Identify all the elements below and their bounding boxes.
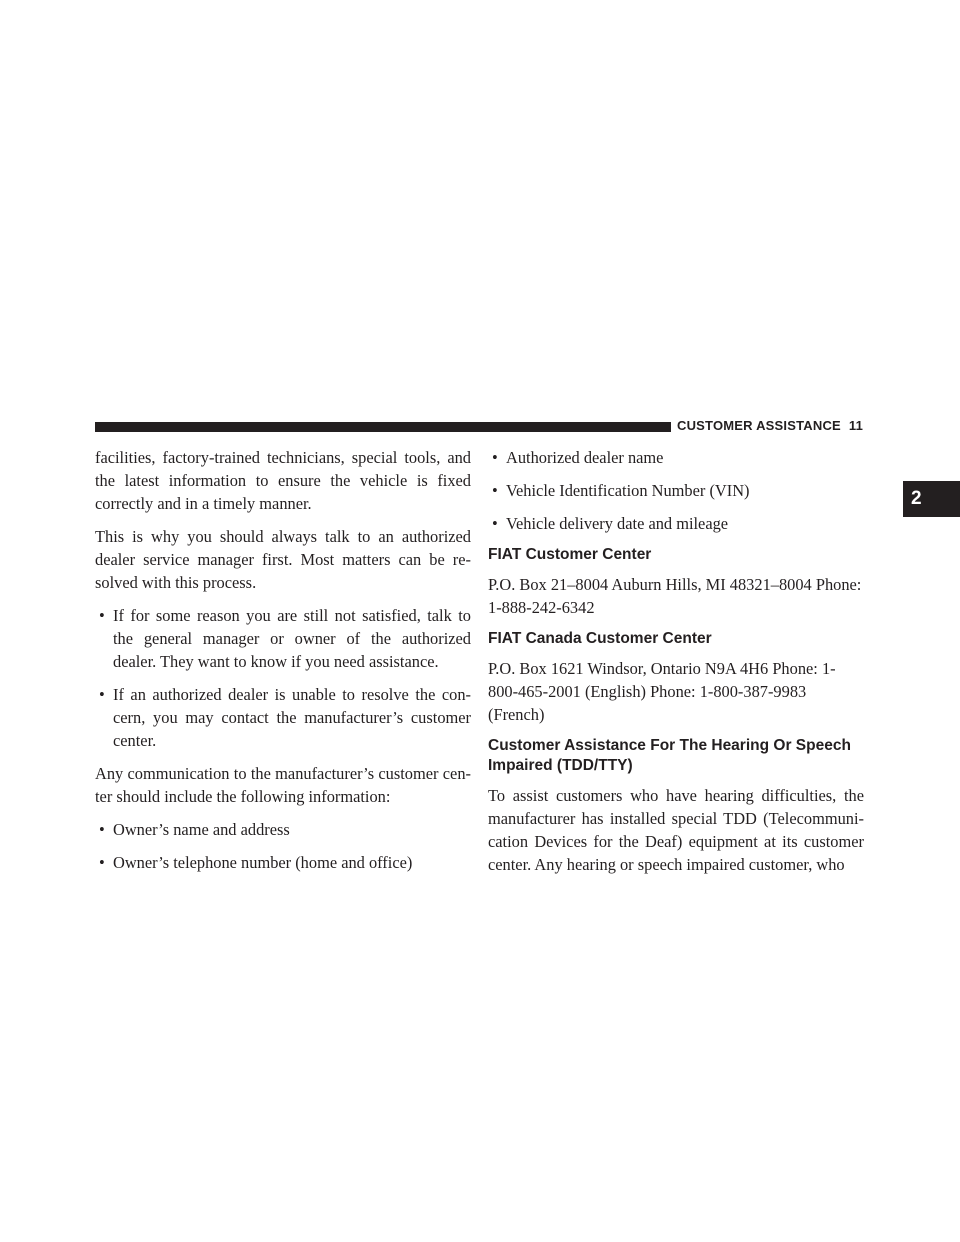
right-column [488, 446, 864, 886]
paragraph: facilities, factory-trained technicians, special tools, and the latest information to ensure the vehicle is fixed correctly and in a timely manner. [95, 448, 471, 513]
section-title: CUSTOMER ASSISTANCE [677, 418, 841, 433]
list-item: • Owner’s telephone number (home and office) [99, 853, 413, 872]
paragraph: P.O. Box 21–8004 Auburn Hills, MI 48321–8004 Phone: 1-888-242-6342 [488, 575, 862, 617]
bullet-icon: • [99, 685, 105, 704]
bullet-icon: • [99, 853, 105, 872]
list-item: • Authorized dealer name [492, 448, 664, 467]
bullet-list [488, 446, 864, 535]
section-heading: Customer Assistance For The Hearing Or Speech Impaired (TDD/TTY) [488, 737, 851, 774]
paragraph: To assist customers who have hearing difficulties, the manufacturer has installed special TDD (Telecommunication Devices for the Deaf) equipment at its customer center. Any hearing or speech impaired customer, who [488, 786, 864, 874]
bullet-icon: • [492, 514, 498, 533]
paragraph: Any communication to the manufacturer’s customer center should include the following information: [95, 764, 471, 806]
bullet-icon: • [492, 448, 498, 467]
paragraph: This is why you should always talk to an authorized dealer service manager first. Most matters can be resolved with this process. [95, 527, 471, 592]
section-heading: FIAT Canada Customer Center [488, 630, 712, 647]
list-item: • If an authorized dealer is unable to resolve the concern, you may contact the manufacturer’s customer center. [99, 685, 471, 750]
list-item: • Vehicle Identification Number (VIN) [492, 481, 750, 500]
list-item: • Owner’s name and address [99, 820, 290, 839]
chapter-tab [903, 481, 960, 517]
section-heading: FIAT Customer Center [488, 546, 652, 563]
running-header [677, 418, 863, 434]
page-number: 11 [848, 418, 864, 433]
list-item: • If for some reason you are still not satisfied, talk to the general manager or owner of the authorized dealer. They want to know if you need assistance. [99, 606, 471, 671]
bullet-icon: • [492, 481, 498, 500]
bullet-icon: • [99, 820, 105, 839]
list-item: • Vehicle delivery date and mileage [492, 514, 729, 533]
header-rule [95, 422, 671, 432]
bullet-list [95, 818, 471, 874]
left-column [95, 446, 471, 884]
bullet-icon: • [99, 606, 105, 625]
chapter-number: 2 [911, 488, 922, 509]
paragraph: P.O. Box 1621 Windsor, Ontario N9A 4H6 Phone: 1-800-465-2001 (English) Phone: 1-800-387-9983 (French) [488, 659, 836, 724]
bullet-list [95, 604, 471, 752]
